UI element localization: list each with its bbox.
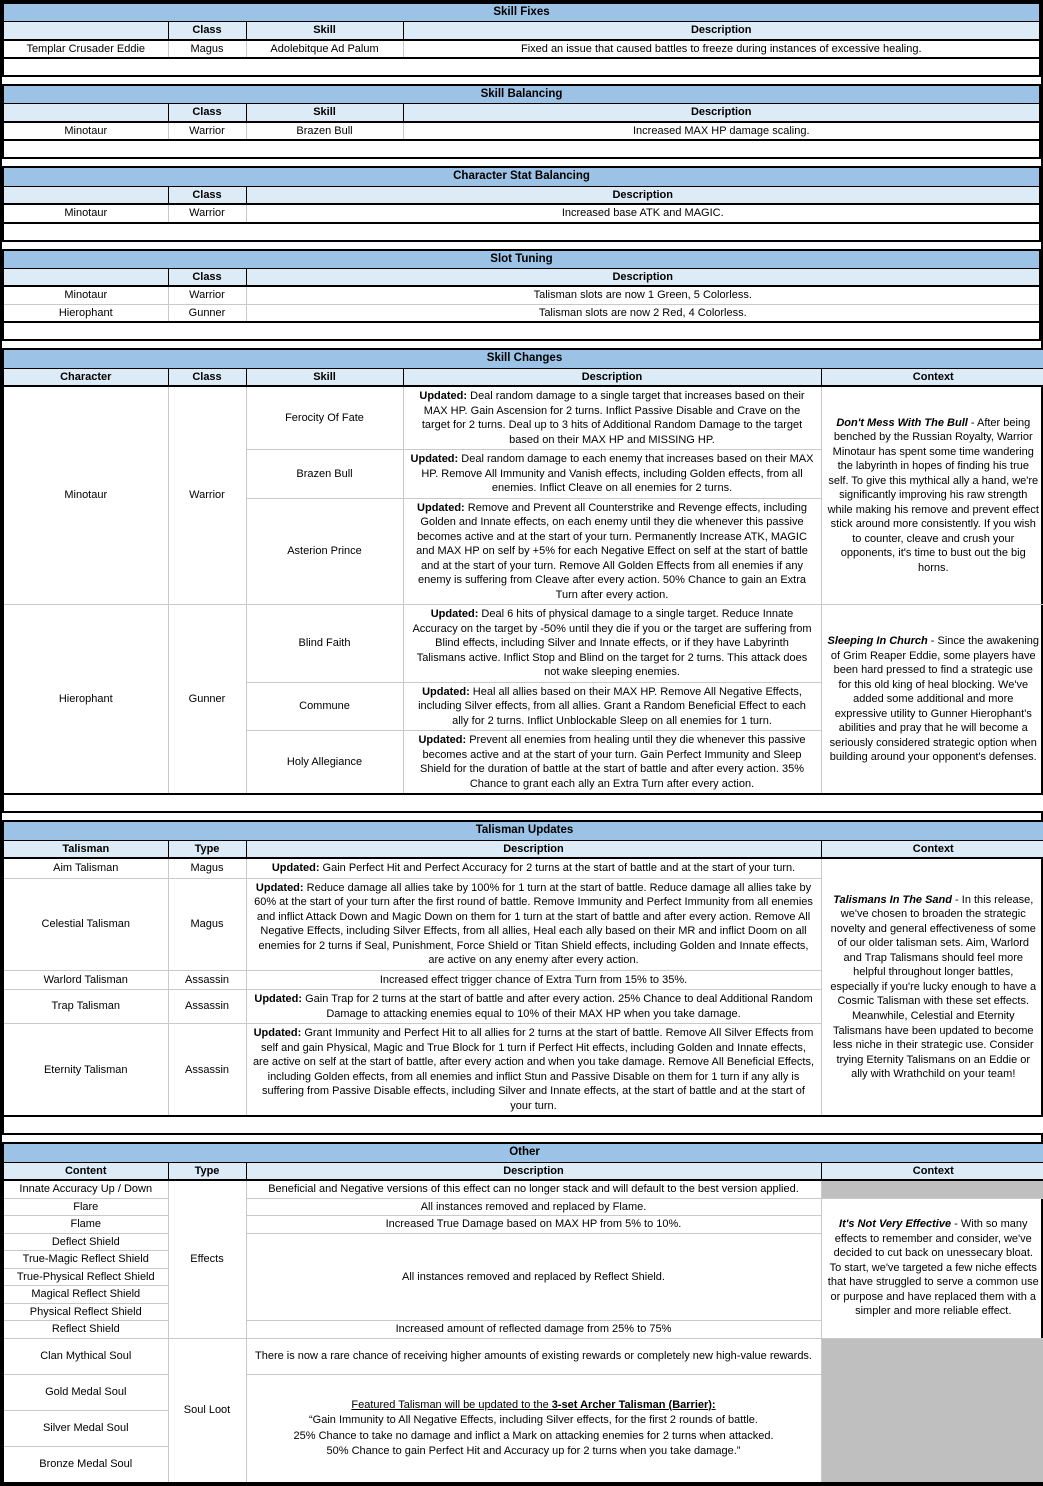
updated-label: Updated:: [422, 685, 470, 698]
skill-fixes-table: [2, 2, 1041, 77]
description-text: Heal all allies based on their MAX HP. Remove All Negative Effects, including Silver effects, from all allies. Grant a Random Beneficial Effect to each ally for 2 turns. Inflict Unblockable Sleep on all enemies for 1 turn.: [418, 685, 806, 727]
skill-name: Adolebitque Ad Palum: [246, 40, 403, 59]
col-header-skill: Skill: [246, 104, 403, 122]
talisman-description: [246, 970, 821, 990]
description-text: Prevent all enemies from healing until they die whenever this passive becomes active and at the start of your turn. Gain Perfect Immunity and Sleep Shield for the duration of battle at the start of battle and after every action. 35% Chance to grant each ally an Extra Turn after every action.: [419, 734, 806, 790]
talisman-name: Eternity Talisman: [3, 1024, 168, 1117]
talisman-type: Assassin: [168, 1024, 246, 1117]
col-header-class: Class: [168, 368, 246, 386]
character-name: Minotaur: [3, 286, 168, 304]
character-class: Warrior: [168, 386, 246, 605]
featured-talisman-name: 3-set Archer Talisman (Barrier):: [551, 1398, 716, 1411]
character-class: Gunner: [168, 304, 246, 322]
skill-description: Increased MAX HP damage scaling.: [403, 122, 1040, 141]
updated-label: Updated:: [271, 862, 320, 875]
col-header-description: Description: [246, 268, 1040, 286]
content-name: True-Physical Reflect Shield: [3, 1268, 168, 1286]
description-text: Increased effect trigger chance of Extra Turn from 15% to 35%.: [379, 973, 688, 986]
col-header-talisman: Talisman: [3, 840, 168, 858]
talisman-name: Trap Talisman: [3, 990, 168, 1024]
spacer-row: [3, 322, 1040, 340]
table-row: [3, 386, 1043, 450]
content-name: Flame: [3, 1216, 168, 1234]
talisman-name: Aim Talisman: [3, 858, 168, 878]
skill-description: [403, 731, 821, 795]
content-name: Bronze Medal Soul: [3, 1446, 168, 1483]
character-class: Warrior: [168, 286, 246, 304]
section-title-skill-fixes: Skill Fixes: [3, 3, 1040, 22]
table-row: [3, 304, 1040, 322]
col-header-class: Class: [168, 268, 246, 286]
skill-changes-table: [2, 348, 1043, 813]
updated-label: Updated:: [419, 390, 468, 403]
talisman-description: [246, 858, 821, 878]
content-description: All instances removed and replaced by Reflect Shield.: [246, 1233, 821, 1321]
featured-intro: Featured Talisman will be updated to the: [351, 1398, 552, 1411]
context-text: - After being benched by the Russian Royalty, Warrior Minotaur has spent some time wandering the labyrinth in hopes of finding his true self. To give this mythical ally a hand, we're significantly improving his raw strength while making his remove and prevent effect stick around more consistently. If you wish to counter, cleave and crush your opponents, it's time to bust out the big horns.: [827, 416, 1039, 574]
stat-balancing-table: [2, 166, 1041, 241]
content-name: Flare: [3, 1198, 168, 1216]
spacer-row: [3, 58, 1040, 76]
table-row: [3, 122, 1040, 141]
skill-name: Holy Allegiance: [246, 731, 403, 795]
updated-label: Updated:: [417, 501, 465, 514]
col-header-blank: [3, 22, 168, 40]
skill-description: [403, 386, 821, 450]
skill-name: Brazen Bull: [246, 122, 403, 141]
context-note: [821, 1198, 1043, 1338]
character-name: Hierophant: [3, 304, 168, 322]
col-header-context: Context: [821, 368, 1043, 386]
character-name: Minotaur: [3, 204, 168, 223]
character-class: Warrior: [168, 122, 246, 141]
col-header-type: Type: [168, 1162, 246, 1180]
updated-label: Updated:: [410, 453, 459, 466]
updated-label: Updated:: [418, 734, 467, 747]
description-text: Remove and Prevent all Counterstrike and Revenge effects, including Golden and Innate effects, on each enemy until they die whenever this passive becomes active and at the start of your turn. Permanently Increase ATK, MAGIC and MAX HP on self by +5% for each Negative Effect on self at the start of battle and at the start of your turn. Remove All Golden Effects from all enemies if any enemy is suffering from Cleave after every action. 50% Chance to gain an Extra Turn after every action.: [416, 501, 808, 601]
character-name: Minotaur: [3, 122, 168, 141]
section-title-skill-balancing: Skill Balancing: [3, 85, 1040, 104]
other-table: [2, 1142, 1043, 1483]
talisman-type: Magus: [168, 878, 246, 970]
description-text: Grant Immunity and Perfect Hit to all allies for 2 turns at the start of battle. Remove All Silver Effects from self and gain Physical, Magic and True Block for 1 turn if Perfect Hit effects, including Golden and Innate effects, are active on self at the start of battle, after every action and when you take damage. Remove All Beneficial Effects, including Golden effects, from all enemies and inflict Stun and Passive Disable on them for 1 turn if any ally is suffering from Passive Disable effects, including Silver and Innate effects, at the start of battle and at the start of your turn.: [252, 1027, 815, 1112]
table-row: [3, 605, 1043, 683]
table-row: [3, 1180, 1043, 1198]
character-class: Warrior: [168, 204, 246, 223]
skill-name: Asterion Prince: [246, 498, 403, 605]
featured-line: “Gain Immunity to All Negative Effects, including Silver effects, for the first 2 rounds of battle.: [309, 1414, 758, 1427]
section-title-skill-changes: Skill Changes: [3, 349, 1043, 368]
skill-name: Commune: [246, 682, 403, 731]
section-title-talisman-updates: Talisman Updates: [3, 821, 1043, 840]
description-text: Deal random damage to each enemy that increases based on their MAX HP. Remove All Immunity and Vanish effects, including Golden effects, from all enemies. Inflict Cleave on all enemies for 2 turns.: [421, 453, 814, 495]
description-text: Deal random damage to a single target that increases based on their MAX HP. Gain Ascension for 2 turns. Inflict Passive Disable and Crave on the target for 2 turns. Deal up to 3 hits of Additional Random Damage to the target based on their MAX HP and MISSING HP.: [421, 390, 805, 446]
skill-description: [403, 498, 821, 605]
table-row: [3, 1338, 1043, 1374]
featured-talisman-heading: [253, 1398, 815, 1413]
character-class: Magus: [168, 40, 246, 59]
content-name: Gold Medal Soul: [3, 1374, 168, 1410]
content-type: Soul Loot: [168, 1338, 246, 1483]
updated-label: Updated:: [255, 881, 304, 894]
skill-description: [403, 605, 821, 683]
content-name: Innate Accuracy Up / Down: [3, 1180, 168, 1198]
description-text: Gain Perfect Hit and Perfect Accuracy for 2 turns at the start of battle and at the start of your turn.: [319, 862, 796, 875]
table-row: [3, 40, 1040, 59]
featured-line: 25% Chance to take no damage and inflict a Mark on attacking enemies for 2 turns when attacked.: [293, 1429, 774, 1442]
content-description: Beneficial and Negative versions of this effect can no longer stack and will default to the best version applied.: [246, 1180, 821, 1198]
content-description: All instances removed and replaced by Flame.: [246, 1198, 821, 1216]
description-text: Reduce damage all allies take by 100% for 1 turn at the start of battle. Reduce damage all allies take by 60% at the start of your turn after the first round of battle. Remove Immunity and Perfect Immunity from all enemies and inflict Attack Down and Magic Down on them for 1 turn at the start of battle and after every action. Remove All Negative Effects, including Silver Effects, from all allies, Heal each ally based on their MR and inflict Doom on all enemies for 2 turns if Seal, Punishment, Force Shield or Titan Shield effects, including Golden and Innate effects, are active on any enemy after every action.: [254, 881, 813, 967]
content-description: [246, 1374, 821, 1483]
content-name: Clan Mythical Soul: [3, 1338, 168, 1374]
context-text: - In this release, we've chosen to broaden the strategic novelty and general effectiveness of some of our older talisman sets. Aim, Warlord and Trap Talismans should feel more helpful throughout longer battles, especially if you're lucky enough to have a Cosmic Talisman with these set effects. Meanwhile, Celestial and Eternity Talismans have been updated to become less niche in their strategic use. Consider trying Eternity Talismans on an Eddie or ally with Wrathchild on your team!: [830, 893, 1037, 1081]
col-header-context: Context: [821, 1162, 1043, 1180]
context-lead: It's Not Very Effective: [839, 1218, 952, 1231]
content-type: Effects: [168, 1180, 246, 1338]
table-row: [3, 204, 1040, 223]
col-header-description: Description: [403, 22, 1040, 40]
content-name: Reflect Shield: [3, 1321, 168, 1339]
col-header-skill: Skill: [246, 368, 403, 386]
table-row: [3, 1198, 1043, 1216]
skill-name: Brazen Bull: [246, 450, 403, 499]
updated-label: Updated:: [254, 993, 303, 1006]
spacer-row: [3, 223, 1040, 241]
content-name: Silver Medal Soul: [3, 1410, 168, 1446]
col-header-blank: [3, 268, 168, 286]
context-lead: Don't Mess With The Bull: [836, 416, 968, 429]
context-lead: Talismans In The Sand: [833, 893, 952, 906]
content-description: Increased True Damage based on MAX HP from 5% to 10%.: [246, 1216, 821, 1234]
col-header-character: Character: [3, 368, 168, 386]
context-empty-cell: [821, 1180, 1043, 1198]
skill-description: [403, 450, 821, 499]
context-text: - With so many effects to remember and consider, we've decided to cut back on unessecary bloat. To start, we've targeted a few niche effects that have struggled to serve a common use or purpose and have replaced them with a simpler and more reliable effect.: [827, 1218, 1039, 1318]
talisman-type: Assassin: [168, 990, 246, 1024]
context-lead: Sleeping In Church: [827, 635, 928, 647]
talisman-description: [246, 1024, 821, 1117]
talisman-type: Magus: [168, 858, 246, 878]
col-header-blank: [3, 104, 168, 122]
character-name: Minotaur: [3, 386, 168, 605]
talisman-updates-table: [2, 820, 1043, 1135]
section-title-other: Other: [3, 1143, 1043, 1162]
col-header-description: Description: [246, 186, 1040, 204]
character-name: Templar Crusader Eddie: [3, 40, 168, 59]
spacer-row: [3, 140, 1040, 158]
spacer-row: [3, 794, 1043, 812]
content-name: Physical Reflect Shield: [3, 1303, 168, 1321]
description-text: Deal 6 hits of physical damage to a single target. Reduce Innate Accuracy on the target by -50% until they die if you or the target are suffering from Blind effects, including Silver and Innate effects, or if they have Labyrinth Talismans active. Inflict Stop and Blind on the target for 2 turns. This attack does not wake sleeping enemies.: [412, 608, 812, 679]
col-header-content: Content: [3, 1162, 168, 1180]
col-header-class: Class: [168, 104, 246, 122]
col-header-blank: [3, 186, 168, 204]
section-title-slot-tuning: Slot Tuning: [3, 250, 1040, 269]
skill-balancing-table: [2, 84, 1041, 159]
content-description: Increased amount of reflected damage from 25% to 75%: [246, 1321, 821, 1339]
col-header-type: Type: [168, 840, 246, 858]
updated-label: Updated:: [253, 1027, 302, 1040]
talisman-name: Celestial Talisman: [3, 878, 168, 970]
skill-name: Ferocity Of Fate: [246, 386, 403, 450]
spacer-row: [3, 1116, 1043, 1134]
slot-description: Talisman slots are now 2 Red, 4 Colorless.: [246, 304, 1040, 322]
col-header-class: Class: [168, 22, 246, 40]
talisman-description: [246, 990, 821, 1024]
context-empty-cell: [821, 1338, 1043, 1483]
col-header-description: Description: [246, 840, 821, 858]
col-header-class: Class: [168, 186, 246, 204]
slot-description: Talisman slots are now 1 Green, 5 Colorless.: [246, 286, 1040, 304]
content-description: There is now a rare chance of receiving higher amounts of existing rewards or completely new high-value rewards.: [246, 1338, 821, 1374]
content-name: Deflect Shield: [3, 1233, 168, 1251]
col-header-skill: Skill: [246, 22, 403, 40]
col-header-description: Description: [403, 368, 821, 386]
section-title-stat-balancing: Character Stat Balancing: [3, 167, 1040, 186]
content-name: True-Magic Reflect Shield: [3, 1251, 168, 1269]
context-text: - Since the awakening of Grim Reaper Eddie, some players have been hard pressed to find a strategic use for this old king of heal blocking. We've added some additional and more expressive utility to Gunner Hierophant's abilities and pray that he will become a seriously considered strategic option when building around your opponent's defenses.: [829, 635, 1040, 764]
context-note: [821, 858, 1043, 1116]
description-text: Gain Trap for 2 turns at the start of battle and after every action. 25% Chance to deal Additional Random Damage to attacking enemies equal to 10% of their MAX HP when you take damage.: [302, 993, 813, 1020]
table-row: [3, 858, 1043, 878]
content-name: Magical Reflect Shield: [3, 1286, 168, 1304]
character-class: Gunner: [168, 605, 246, 795]
col-header-context: Context: [821, 840, 1043, 858]
skill-description: Fixed an issue that caused battles to freeze during instances of excessive healing.: [403, 40, 1040, 59]
stat-description: Increased base ATK and MAGIC.: [246, 204, 1040, 223]
skill-name: Blind Faith: [246, 605, 403, 683]
talisman-name: Warlord Talisman: [3, 970, 168, 990]
character-name: Hierophant: [3, 605, 168, 795]
col-header-description: Description: [403, 104, 1040, 122]
col-header-description: Description: [246, 1162, 821, 1180]
talisman-type: Assassin: [168, 970, 246, 990]
featured-line: 50% Chance to gain Perfect Hit and Accuracy up for 2 turns when you take damage.”: [326, 1445, 741, 1458]
table-row: [3, 286, 1040, 304]
context-note: [821, 386, 1043, 605]
updated-label: Updated:: [430, 608, 479, 621]
skill-description: [403, 682, 821, 731]
slot-tuning-table: [2, 249, 1041, 342]
talisman-description: [246, 878, 821, 970]
context-note: [821, 605, 1043, 795]
